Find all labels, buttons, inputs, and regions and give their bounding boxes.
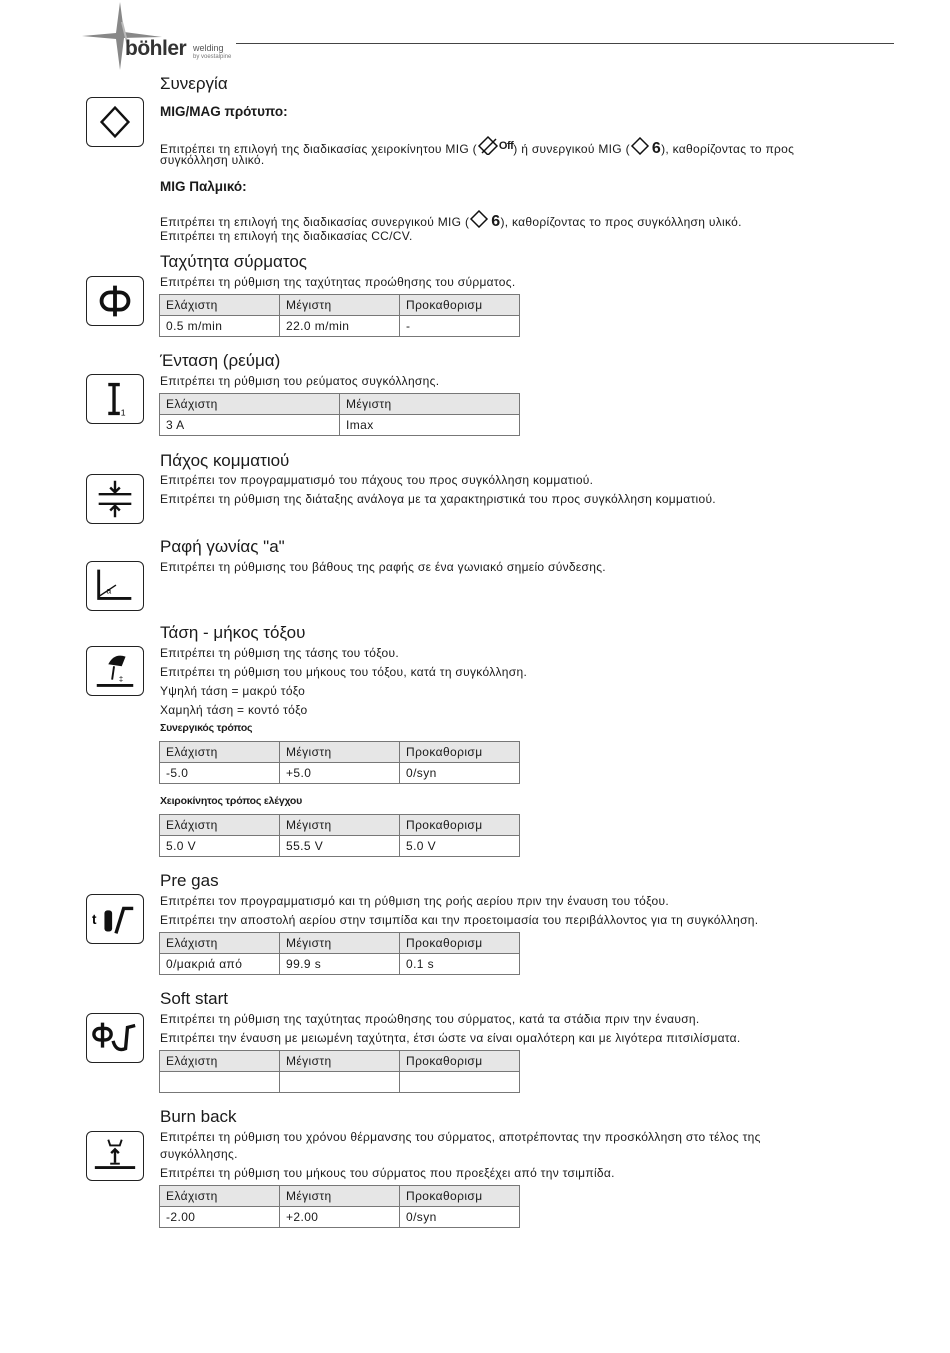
parameter-table xyxy=(159,1050,520,1093)
table-cell: Προκαθορισμ xyxy=(400,742,520,763)
table-row xyxy=(160,763,520,784)
table-row xyxy=(160,954,520,975)
manual-diamond-icon xyxy=(477,135,499,158)
text-span: ) ή συνεργικού MIG ( xyxy=(513,142,630,156)
wire-speed-icon xyxy=(86,276,144,326)
paragraph xyxy=(160,210,742,231)
table-row xyxy=(160,933,520,954)
table-cell: Μέγιστη xyxy=(280,1186,400,1207)
section-title: Soft start xyxy=(160,989,229,1008)
table-caption: Χειροκίνητος τρόπος ελέγχου xyxy=(160,795,303,807)
synergic-diamond-icon xyxy=(469,210,489,231)
table-cell: Προκαθορισμ xyxy=(400,933,520,954)
brand-name: böhler xyxy=(125,37,187,60)
paragraph: Υψηλή τάση = μακρύ τόξο xyxy=(160,684,306,698)
table-cell: Προκαθορισμ xyxy=(400,815,520,836)
table-cell: 0/μακριά από xyxy=(160,954,280,975)
section-title: Πάχος κομματιού xyxy=(160,451,290,470)
paragraph: Επιτρέπει τη ρύθμιση της ταχύτητας προώθησης του σύρματος, κατά τα στάδια πριν την έναυση. xyxy=(160,1012,700,1026)
soft-start-icon xyxy=(86,1013,144,1063)
parameter-table xyxy=(159,294,520,337)
section-title: Συνεργία xyxy=(160,74,228,93)
paragraph: Επιτρέπει τον προγραμματισμό του πάχους του προς συγκόλληση κομματιού. xyxy=(160,473,594,487)
table-row xyxy=(160,1051,520,1072)
paragraph: Επιτρέπει τη ρύθμιση της ταχύτητας προώθησης του σύρματος. xyxy=(160,275,516,289)
paragraph: Επιτρέπει την αποστολή αερίου στην τσιμπίδα και την προετοιμασία του περιβάλλοντος για τη συγκόλληση. xyxy=(160,913,759,927)
svg-text:‡: ‡ xyxy=(118,674,124,684)
section-title: Ταχύτητα σύρματος xyxy=(160,252,307,271)
section-title: Τάση - μήκος τόξου xyxy=(160,623,306,642)
table-caption: Συνεργικός τρόπος xyxy=(160,722,253,734)
table-cell: 3 A xyxy=(160,415,340,436)
text-span: ), καθορίζοντας το προς xyxy=(661,142,795,156)
table-cell: Imax xyxy=(340,415,520,436)
paragraph: Επιτρέπει τον προγραμματισμό και τη ρύθμιση της ροής αερίου πριν την έναυση του τόξου. xyxy=(160,894,669,908)
table-row xyxy=(160,815,520,836)
paragraph: Επιτρέπει τη ρύθμισης του βάθους της ραφής σε ένα γωνιακό σημείο σύνδεσης. xyxy=(160,560,606,574)
text-span: 6 xyxy=(651,140,662,157)
paragraph: Επιτρέπει την έναυση με μειωμένη ταχύτητα, έτσι ώστε να είναι ομαλότερη και με λιγότερα πιτσιλίσματα. xyxy=(160,1031,741,1045)
parameter-table xyxy=(159,932,520,975)
svg-text:a: a xyxy=(106,585,112,596)
table-cell: Ελάχιστη xyxy=(160,1186,280,1207)
table-row xyxy=(160,742,520,763)
paragraph: Επιτρέπει τη ρύθμιση της τάσης του τόξου. xyxy=(160,646,400,660)
paragraph: Επιτρέπει τη ρύθμιση του μήκους του τόξου, κατά τη συγκόλληση. xyxy=(160,665,528,679)
table-cell: 5.0 V xyxy=(160,836,280,857)
table-cell xyxy=(280,1072,400,1093)
table-cell: - xyxy=(400,316,520,337)
thickness-icon xyxy=(86,474,144,524)
arc-length-icon xyxy=(86,646,144,696)
burn-back-icon xyxy=(86,1131,144,1181)
synergic-diamond-icon xyxy=(630,137,650,158)
table-cell: 22.0 m/min xyxy=(280,316,400,337)
table-row xyxy=(160,394,520,415)
parameter-table xyxy=(159,393,520,436)
text-span: Επιτρέπει τη επιλογή της διαδικασίας συνεργικού MIG ( xyxy=(160,215,470,229)
table-cell: 0.1 s xyxy=(400,954,520,975)
current-icon xyxy=(86,374,144,424)
table-cell xyxy=(400,1072,520,1093)
paragraph: συγκόλλησης. xyxy=(160,1147,238,1161)
section-title: Ένταση (ρεύμα) xyxy=(160,351,281,370)
text-span: Επιτρέπει τη επιλογή της διαδικασίας χειροκίνητου MIG ( xyxy=(160,142,477,156)
table-cell: Μέγιστη xyxy=(280,933,400,954)
table-row xyxy=(160,316,520,337)
paragraph: Επιτρέπει τη επιλογή της διαδικασίας CC/CV. xyxy=(160,229,413,243)
table-cell: Μέγιστη xyxy=(280,295,400,316)
subheading: MIG/MAG πρότυπο: xyxy=(160,104,288,119)
table-cell: Ελάχιστη xyxy=(160,815,280,836)
table-cell: Μέγιστη xyxy=(340,394,520,415)
paragraph: συγκόλληση υλικό. xyxy=(160,153,265,167)
svg-text:t: t xyxy=(91,911,97,927)
parameter-table xyxy=(159,1185,520,1228)
table-cell: Προκαθορισμ xyxy=(400,295,520,316)
paragraph: Επιτρέπει τη ρύθμιση του χρόνου θέρμανσης του σύρματος, αποτρέποντας την προσκόλληση στο τέλος της xyxy=(160,1130,761,1144)
table-cell: 5.0 V xyxy=(400,836,520,857)
table-cell: Ελάχιστη xyxy=(160,1051,280,1072)
table-cell: 0/syn xyxy=(400,763,520,784)
table-cell: 0.5 m/min xyxy=(160,316,280,337)
table-cell: 55.5 V xyxy=(280,836,400,857)
table-cell: Μέγιστη xyxy=(280,815,400,836)
table-cell: -2.00 xyxy=(160,1207,280,1228)
table-cell: +5.0 xyxy=(280,763,400,784)
table-cell: Προκαθορισμ xyxy=(400,1186,520,1207)
table-cell xyxy=(160,1072,280,1093)
paragraph: Επιτρέπει τη ρύθμιση της διάταξης ανάλογα με τα χαρακτηριστικά του προς συγκόλληση κομματιού. xyxy=(160,492,716,506)
paragraph: Επιτρέπει τη ρύθμιση του μήκους του σύρματος που προεξέχει από την τσιμπίδα. xyxy=(160,1166,615,1180)
text-span: Off xyxy=(498,140,514,152)
section-title: Pre gas xyxy=(160,871,219,890)
table-row xyxy=(160,836,520,857)
header-rule xyxy=(236,43,894,44)
table-row xyxy=(160,1186,520,1207)
section-title: Burn back xyxy=(160,1107,237,1126)
paragraph: Χαμηλή τάση = κοντό τόξο xyxy=(160,703,308,717)
table-cell: Ελάχιστη xyxy=(160,742,280,763)
synergy-diamond-icon xyxy=(86,97,144,147)
brand-sub2: by voestalpine xyxy=(193,54,232,60)
table-cell: Ελάχιστη xyxy=(160,933,280,954)
text-span: 6 xyxy=(491,213,501,230)
table-cell: Ελάχιστη xyxy=(160,295,280,316)
table-cell: Προκαθορισμ xyxy=(400,1051,520,1072)
table-row xyxy=(160,415,520,436)
pre-gas-icon xyxy=(86,894,144,944)
table-row xyxy=(160,295,520,316)
text-span: ), καθορίζοντας το προς συγκόλληση υλικό. xyxy=(500,215,742,229)
section-title: Ραφή γωνίας "a" xyxy=(160,537,285,556)
subheading: MIG Παλμικό: xyxy=(160,179,247,194)
table-cell: 99.9 s xyxy=(280,954,400,975)
table-row xyxy=(160,1207,520,1228)
brand-sub: welding xyxy=(193,43,224,53)
table-cell: -5.0 xyxy=(160,763,280,784)
parameter-table xyxy=(159,814,520,857)
fillet-weld-icon xyxy=(86,561,144,611)
table-cell: Μέγιστη xyxy=(280,742,400,763)
table-cell: Ελάχιστη xyxy=(160,394,340,415)
parameter-table xyxy=(159,741,520,784)
table-cell: Μέγιστη xyxy=(280,1051,400,1072)
svg-text:1: 1 xyxy=(120,407,126,418)
table-cell: +2.00 xyxy=(280,1207,400,1228)
table-cell: 0/syn xyxy=(400,1207,520,1228)
paragraph: Επιτρέπει τη ρύθμιση του ρεύματος συγκόλλησης. xyxy=(160,374,440,388)
table-row xyxy=(160,1072,520,1093)
